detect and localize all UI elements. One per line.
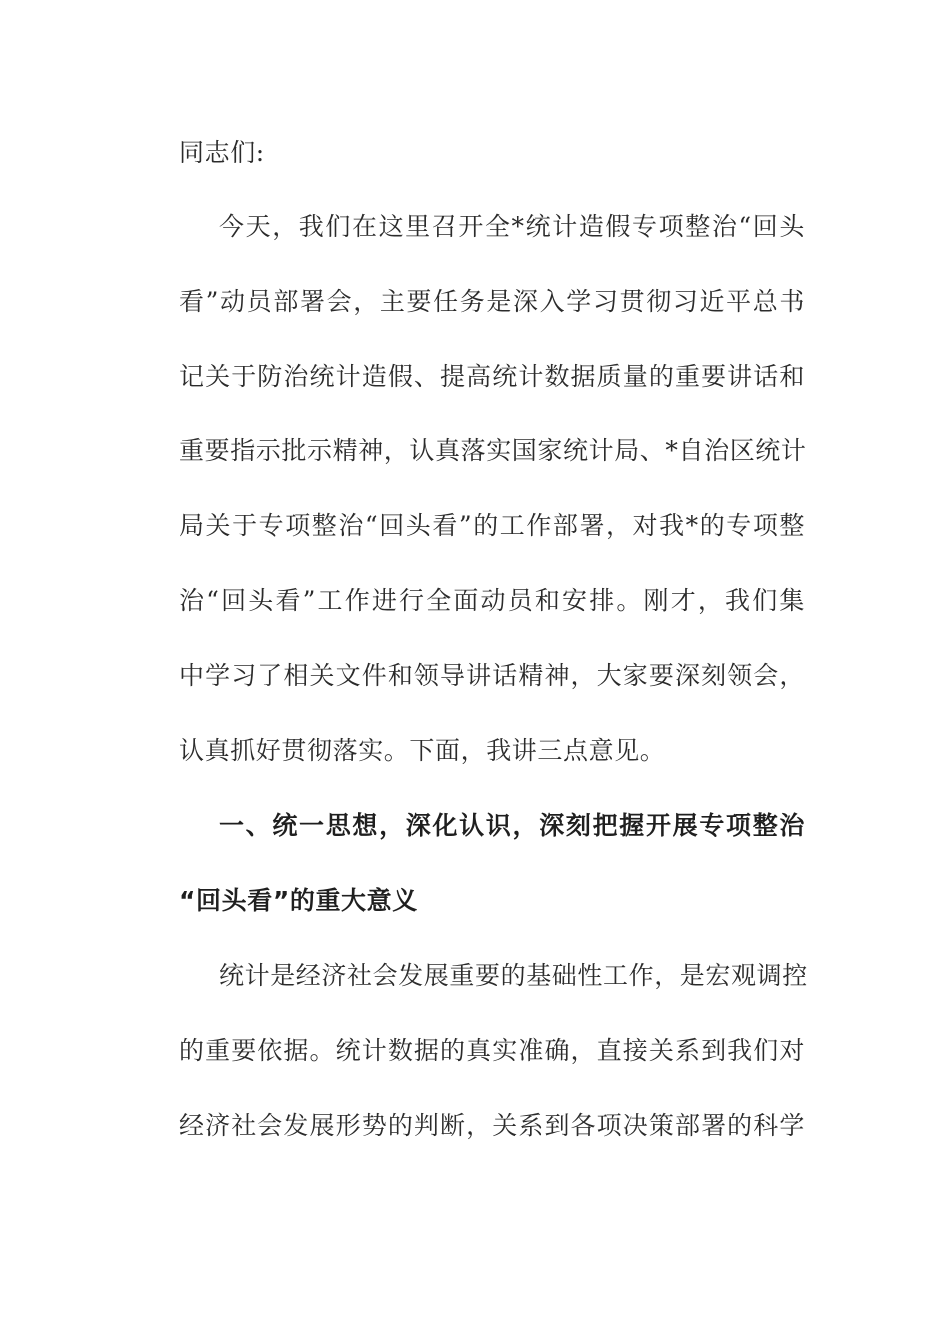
paragraph-line: 局关于专项整治“回头看”的工作部署，对我*的专项整 [179, 511, 805, 540]
paragraph-line: 认真抓好贯彻落实。下面，我讲三点意见。 [179, 736, 666, 765]
paragraph-line: 统计是经济社会发展重要的基础性工作，是宏观调控 [219, 961, 808, 990]
heading-line: 一、统一思想，深化认识，深刻把握开展专项整治 [219, 811, 805, 840]
paragraph-line: 治“回头看”工作进行全面动员和安排。刚才，我们集 [179, 586, 805, 615]
paragraph-line: 看”动员部署会，主要任务是深入学习贯彻习近平总书 [179, 287, 805, 316]
heading-line: “回头看”的重大意义 [179, 886, 418, 915]
paragraph-line: 中学习了相关文件和领导讲话精神，大家要深刻领会， [179, 661, 805, 690]
paragraph-line: 记关于防治统计造假、提高统计数据质量的重要讲话和 [179, 362, 805, 391]
paragraph-line: 经济社会发展形势的判断，关系到各项决策部署的科学 [179, 1111, 805, 1140]
salutation: 同志们: [179, 138, 265, 167]
paragraph-line: 今天，我们在这里召开全*统计造假专项整治“回头 [219, 212, 805, 241]
paragraph-line: 重要指示批示精神，认真落实国家统计局、*自治区统计 [179, 436, 807, 465]
paragraph-line: 的重要依据。统计数据的真实准确，直接关系到我们对 [179, 1036, 805, 1065]
